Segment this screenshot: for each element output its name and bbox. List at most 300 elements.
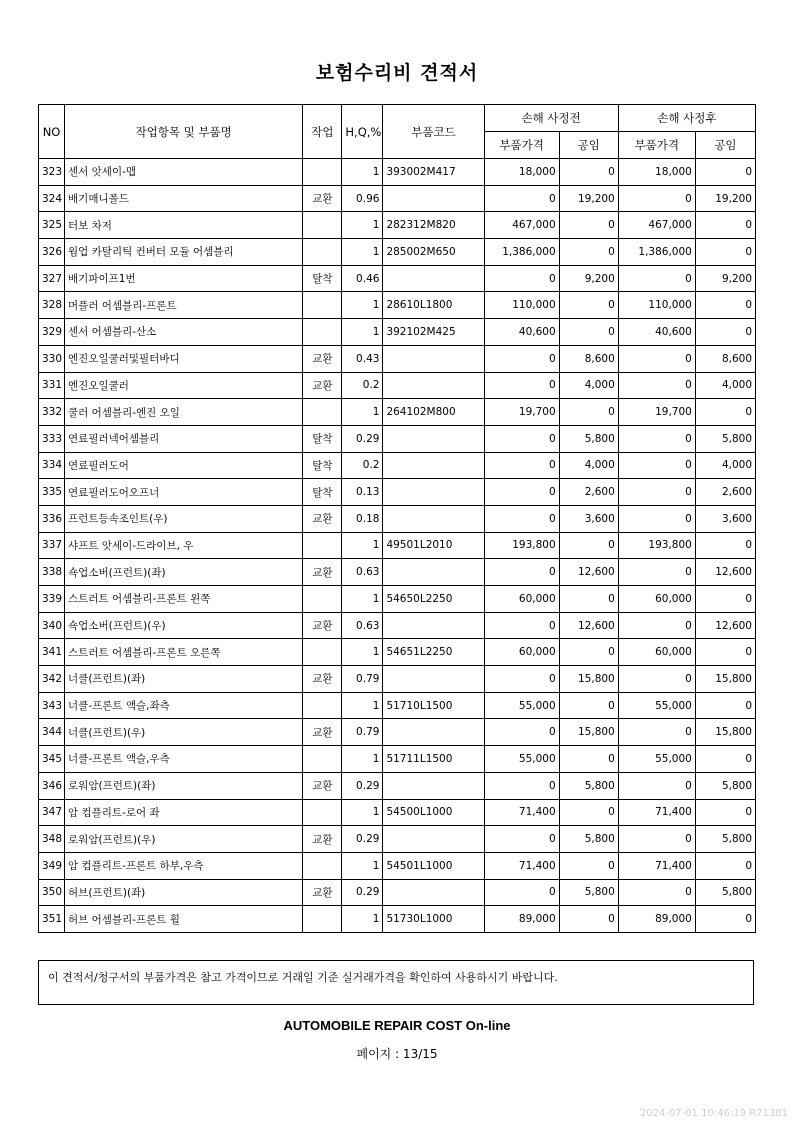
- cell-price-after: 0: [618, 559, 695, 586]
- page-number: 페이지 : 13/15: [356, 1047, 438, 1061]
- cell-hq: 0.29: [342, 772, 383, 799]
- cell-price-before: 467,000: [484, 212, 559, 239]
- cell-price-after: 0: [618, 265, 695, 292]
- cell-labor-before: 15,800: [559, 666, 618, 693]
- cell-hq: 0.13: [342, 479, 383, 506]
- cell-item-name: 암 컴플리트-로어 좌: [65, 799, 303, 826]
- cell-work: 교환: [303, 772, 342, 799]
- cell-no: 334: [39, 452, 65, 479]
- cell-labor-before: 5,800: [559, 772, 618, 799]
- cell-work: [303, 239, 342, 266]
- cell-work: 교환: [303, 505, 342, 532]
- cell-hq: 1: [342, 692, 383, 719]
- cell-no: 350: [39, 879, 65, 906]
- cell-hq: 0.29: [342, 879, 383, 906]
- cell-work: [303, 399, 342, 426]
- cell-hq: 0.63: [342, 612, 383, 639]
- cell-no: 331: [39, 372, 65, 399]
- cell-price-before: 0: [484, 452, 559, 479]
- cell-price-after: 71,400: [618, 852, 695, 879]
- cell-item-name: 너클(프런트)(좌): [65, 666, 303, 693]
- col-header-work: 작업: [303, 105, 342, 159]
- cell-work: 교환: [303, 185, 342, 212]
- cell-labor-before: 0: [559, 319, 618, 346]
- cell-labor-before: 0: [559, 746, 618, 773]
- print-timestamp: 2024-07-01 10:46:19 R71381: [639, 1108, 788, 1119]
- cell-work: [303, 532, 342, 559]
- cell-hq: 1: [342, 639, 383, 666]
- cell-work: [303, 799, 342, 826]
- cell-labor-after: 5,800: [695, 425, 755, 452]
- cell-labor-after: 0: [695, 639, 755, 666]
- cell-hq: 1: [342, 746, 383, 773]
- cell-hq: 0.18: [342, 505, 383, 532]
- cell-item-name: 샤프트 앗세이-드라이브, 우: [65, 532, 303, 559]
- cell-part-code: [383, 425, 484, 452]
- table-row: [39, 746, 756, 773]
- cell-work: 탈착: [303, 425, 342, 452]
- cell-labor-before: 0: [559, 159, 618, 186]
- cell-work: 교환: [303, 826, 342, 853]
- col-header-after-price: 부품가격: [618, 132, 695, 159]
- cell-price-before: 0: [484, 265, 559, 292]
- cell-no: 329: [39, 319, 65, 346]
- cell-part-code: [383, 772, 484, 799]
- cell-item-name: 웜업 카탈리틱 컨버터 모듈 어셈블리: [65, 239, 303, 266]
- cell-price-before: 0: [484, 879, 559, 906]
- cell-hq: 0.2: [342, 452, 383, 479]
- table-row: [39, 772, 756, 799]
- cell-price-before: 60,000: [484, 586, 559, 613]
- cell-price-before: 1,386,000: [484, 239, 559, 266]
- table-row: [39, 719, 756, 746]
- cell-work: 교환: [303, 372, 342, 399]
- cell-part-code: 285002M650: [383, 239, 484, 266]
- cell-no: 348: [39, 826, 65, 853]
- cell-no: 345: [39, 746, 65, 773]
- cell-price-after: 0: [618, 345, 695, 372]
- table-row: [39, 505, 756, 532]
- cell-item-name: 쿨러 어셈블리-엔진 오일: [65, 399, 303, 426]
- cell-price-before: 110,000: [484, 292, 559, 319]
- cell-price-before: 0: [484, 826, 559, 853]
- cell-part-code: 51710L1500: [383, 692, 484, 719]
- cell-work: 교환: [303, 879, 342, 906]
- cell-price-before: 0: [484, 505, 559, 532]
- cell-labor-before: 4,000: [559, 372, 618, 399]
- table-row: [39, 799, 756, 826]
- cell-part-code: [383, 666, 484, 693]
- cell-item-name: 스트러트 어셈블리-프론트 오른쪽: [65, 639, 303, 666]
- cell-price-after: 71,400: [618, 799, 695, 826]
- col-header-hq: H,Q,%: [342, 105, 383, 159]
- cell-labor-before: 0: [559, 532, 618, 559]
- col-header-no: NO: [39, 105, 65, 159]
- cell-work: [303, 692, 342, 719]
- cell-price-after: 0: [618, 425, 695, 452]
- cell-labor-after: 2,600: [695, 479, 755, 506]
- cell-price-before: 0: [484, 479, 559, 506]
- cell-labor-before: 9,200: [559, 265, 618, 292]
- cell-part-code: [383, 265, 484, 292]
- cell-work: 탈착: [303, 452, 342, 479]
- cell-labor-before: 0: [559, 906, 618, 933]
- cell-hq: 1: [342, 399, 383, 426]
- cell-part-code: [383, 612, 484, 639]
- cell-hq: 0.79: [342, 666, 383, 693]
- cell-no: 338: [39, 559, 65, 586]
- table-row: [39, 826, 756, 853]
- cell-price-after: 18,000: [618, 159, 695, 186]
- cell-part-code: 54500L1000: [383, 799, 484, 826]
- table-row: [39, 532, 756, 559]
- cell-labor-after: 15,800: [695, 666, 755, 693]
- cell-no: 330: [39, 345, 65, 372]
- cell-price-before: 55,000: [484, 692, 559, 719]
- col-header-before-price: 부품가격: [484, 132, 559, 159]
- table-row: [39, 612, 756, 639]
- cell-item-name: 엔진오일쿨러및필터바디: [65, 345, 303, 372]
- table-row: [39, 692, 756, 719]
- cell-labor-after: 0: [695, 319, 755, 346]
- table-header-row: [39, 105, 756, 132]
- cell-price-before: 89,000: [484, 906, 559, 933]
- cell-hq: 1: [342, 586, 383, 613]
- cell-labor-after: 0: [695, 906, 755, 933]
- cell-price-after: 0: [618, 185, 695, 212]
- cell-price-before: 0: [484, 345, 559, 372]
- footer-title: AUTOMOBILE REPAIR COST On-line: [283, 1018, 511, 1033]
- cell-labor-after: 12,600: [695, 559, 755, 586]
- cell-price-before: 193,800: [484, 532, 559, 559]
- cell-item-name: 허브(프런트)(좌): [65, 879, 303, 906]
- cell-labor-before: 12,600: [559, 559, 618, 586]
- cell-price-before: 55,000: [484, 746, 559, 773]
- cell-item-name: 스트러트 어셈블리-프론트 왼쪽: [65, 586, 303, 613]
- table-row: [39, 319, 756, 346]
- cell-price-before: 0: [484, 666, 559, 693]
- cell-part-code: 28610L1800: [383, 292, 484, 319]
- cell-price-after: 60,000: [618, 639, 695, 666]
- cell-labor-after: 0: [695, 212, 755, 239]
- cell-price-after: 19,700: [618, 399, 695, 426]
- cell-labor-after: 0: [695, 159, 755, 186]
- cell-work: 교환: [303, 666, 342, 693]
- cell-labor-before: 4,000: [559, 452, 618, 479]
- cell-price-after: 0: [618, 666, 695, 693]
- cell-item-name: 로워암(프런트)(우): [65, 826, 303, 853]
- cell-no: 349: [39, 852, 65, 879]
- cell-labor-before: 0: [559, 399, 618, 426]
- col-header-before: 손해 사정전: [484, 105, 618, 132]
- table-row: [39, 159, 756, 186]
- cell-hq: 0.29: [342, 826, 383, 853]
- cell-no: 335: [39, 479, 65, 506]
- cell-work: 교환: [303, 345, 342, 372]
- cell-no: 342: [39, 666, 65, 693]
- table-row: [39, 372, 756, 399]
- cell-part-code: 51711L1500: [383, 746, 484, 773]
- cell-price-after: 0: [618, 719, 695, 746]
- cell-hq: 1: [342, 212, 383, 239]
- cell-price-after: 55,000: [618, 692, 695, 719]
- cell-hq: 1: [342, 906, 383, 933]
- cell-labor-before: 0: [559, 639, 618, 666]
- cell-item-name: 쇽업소버(프런트)(우): [65, 612, 303, 639]
- cell-no: 340: [39, 612, 65, 639]
- cell-labor-after: 0: [695, 692, 755, 719]
- cell-item-name: 연료필러도어오프너: [65, 479, 303, 506]
- cell-item-name: 너클(프런트)(우): [65, 719, 303, 746]
- cell-price-before: 0: [484, 425, 559, 452]
- table-row: [39, 906, 756, 933]
- cell-part-code: 264102M800: [383, 399, 484, 426]
- cell-hq: 1: [342, 799, 383, 826]
- cell-part-code: [383, 505, 484, 532]
- table-row: [39, 292, 756, 319]
- cell-item-name: 너클-프론트 액슬,좌측: [65, 692, 303, 719]
- cell-item-name: 연료필러넥어셈블리: [65, 425, 303, 452]
- cell-labor-after: 5,800: [695, 879, 755, 906]
- cell-item-name: 머플러 어셈블리-프론트: [65, 292, 303, 319]
- cell-hq: 0.63: [342, 559, 383, 586]
- cell-no: 351: [39, 906, 65, 933]
- cell-price-before: 40,600: [484, 319, 559, 346]
- cell-part-code: [383, 372, 484, 399]
- cell-price-before: 18,000: [484, 159, 559, 186]
- cell-price-before: 0: [484, 559, 559, 586]
- cell-hq: 1: [342, 319, 383, 346]
- cell-price-before: 0: [484, 612, 559, 639]
- cell-work: 교환: [303, 719, 342, 746]
- estimate-table: [38, 104, 756, 933]
- cell-no: 347: [39, 799, 65, 826]
- cell-labor-before: 19,200: [559, 185, 618, 212]
- cell-labor-after: 0: [695, 239, 755, 266]
- cell-labor-before: 0: [559, 799, 618, 826]
- cell-price-after: 0: [618, 452, 695, 479]
- cell-item-name: 센서 앗세이-맵: [65, 159, 303, 186]
- cell-price-after: 89,000: [618, 906, 695, 933]
- cell-part-code: 51730L1000: [383, 906, 484, 933]
- table-body: [39, 159, 756, 933]
- cell-labor-after: 0: [695, 399, 755, 426]
- cell-no: 332: [39, 399, 65, 426]
- cell-part-code: [383, 826, 484, 853]
- cell-no: 346: [39, 772, 65, 799]
- cell-hq: 0.2: [342, 372, 383, 399]
- table-row: [39, 639, 756, 666]
- cell-item-name: 쇽업소버(프런트)(좌): [65, 559, 303, 586]
- cell-no: 333: [39, 425, 65, 452]
- cell-labor-before: 5,800: [559, 879, 618, 906]
- cell-work: 교환: [303, 559, 342, 586]
- cell-price-before: 0: [484, 719, 559, 746]
- cell-work: [303, 212, 342, 239]
- cell-part-code: [383, 479, 484, 506]
- cell-labor-after: 4,000: [695, 372, 755, 399]
- cell-work: [303, 319, 342, 346]
- cell-hq: 1: [342, 532, 383, 559]
- cell-price-after: 0: [618, 612, 695, 639]
- cell-price-before: 71,400: [484, 799, 559, 826]
- cell-item-name: 로워암(프런트)(좌): [65, 772, 303, 799]
- cell-labor-before: 8,600: [559, 345, 618, 372]
- table-row: [39, 265, 756, 292]
- cell-labor-before: 12,600: [559, 612, 618, 639]
- cell-price-before: 0: [484, 372, 559, 399]
- cell-no: 336: [39, 505, 65, 532]
- table-row: [39, 425, 756, 452]
- cell-item-name: 연료필러도어: [65, 452, 303, 479]
- cell-item-name: 배기파이프1번: [65, 265, 303, 292]
- cell-labor-after: 19,200: [695, 185, 755, 212]
- cell-price-before: 19,700: [484, 399, 559, 426]
- cell-hq: 1: [342, 239, 383, 266]
- table-row: [39, 666, 756, 693]
- cell-item-name: 허브 어셈블리-프론트 휠: [65, 906, 303, 933]
- cell-price-before: 60,000: [484, 639, 559, 666]
- cell-no: 327: [39, 265, 65, 292]
- cell-part-code: 54651L2250: [383, 639, 484, 666]
- col-header-item: 작업항목 및 부품명: [65, 105, 303, 159]
- table-row: [39, 479, 756, 506]
- cell-price-after: 467,000: [618, 212, 695, 239]
- cell-item-name: 프런트등속조인트(우): [65, 505, 303, 532]
- cell-item-name: 터보 차저: [65, 212, 303, 239]
- cell-price-before: 71,400: [484, 852, 559, 879]
- table-row: [39, 399, 756, 426]
- cell-part-code: 393002M417: [383, 159, 484, 186]
- cell-work: 탈착: [303, 479, 342, 506]
- col-header-after-labor: 공임: [695, 132, 755, 159]
- cell-price-after: 60,000: [618, 586, 695, 613]
- cell-part-code: 282312M820: [383, 212, 484, 239]
- table-row: [39, 212, 756, 239]
- cell-labor-before: 0: [559, 692, 618, 719]
- cell-no: 341: [39, 639, 65, 666]
- cell-labor-after: 3,600: [695, 505, 755, 532]
- cell-labor-after: 12,600: [695, 612, 755, 639]
- cell-no: 339: [39, 586, 65, 613]
- table-row: [39, 345, 756, 372]
- cell-item-name: 센서 어셈블리-산소: [65, 319, 303, 346]
- cell-part-code: [383, 452, 484, 479]
- table-row: [39, 559, 756, 586]
- cell-no: 325: [39, 212, 65, 239]
- cell-hq: 1: [342, 852, 383, 879]
- cell-part-code: 54650L2250: [383, 586, 484, 613]
- table-row: [39, 879, 756, 906]
- cell-hq: 0.29: [342, 425, 383, 452]
- cell-no: 328: [39, 292, 65, 319]
- cell-price-after: 0: [618, 826, 695, 853]
- document-title: 보험수리비 견적서: [315, 62, 479, 84]
- col-header-after: 손해 사정후: [618, 105, 755, 132]
- cell-work: [303, 852, 342, 879]
- cell-no: 323: [39, 159, 65, 186]
- cell-labor-after: 0: [695, 852, 755, 879]
- cell-hq: 0.79: [342, 719, 383, 746]
- table-row: [39, 852, 756, 879]
- cell-hq: 1: [342, 159, 383, 186]
- cell-part-code: [383, 879, 484, 906]
- cell-work: [303, 292, 342, 319]
- cell-work: 교환: [303, 612, 342, 639]
- cell-labor-before: 0: [559, 292, 618, 319]
- cell-part-code: 54501L1000: [383, 852, 484, 879]
- cell-price-after: 40,600: [618, 319, 695, 346]
- cell-price-after: 55,000: [618, 746, 695, 773]
- cell-labor-before: 5,800: [559, 425, 618, 452]
- cell-price-after: 0: [618, 879, 695, 906]
- table-row: [39, 239, 756, 266]
- cell-item-name: 암 컴플리트-프론트 하부,우측: [65, 852, 303, 879]
- cell-labor-after: 5,800: [695, 826, 755, 853]
- cell-labor-after: 0: [695, 746, 755, 773]
- cell-labor-before: 0: [559, 586, 618, 613]
- cell-item-name: 엔진오일쿨러: [65, 372, 303, 399]
- cell-labor-after: 0: [695, 532, 755, 559]
- cell-part-code: 392102M425: [383, 319, 484, 346]
- table-row: [39, 185, 756, 212]
- cell-part-code: [383, 559, 484, 586]
- cell-no: 324: [39, 185, 65, 212]
- cell-work: 탈착: [303, 265, 342, 292]
- cell-no: 343: [39, 692, 65, 719]
- cell-labor-after: 0: [695, 292, 755, 319]
- cell-no: 344: [39, 719, 65, 746]
- cell-hq: 0.46: [342, 265, 383, 292]
- cell-labor-after: 15,800: [695, 719, 755, 746]
- cell-hq: 1: [342, 292, 383, 319]
- notice-box: 이 견적서/청구서의 부품가격은 참고 가격이므로 거래일 기준 실거래가격을 확인하여 사용하시기 바랍니다.: [38, 960, 754, 1005]
- cell-price-after: 0: [618, 772, 695, 799]
- cell-labor-before: 0: [559, 852, 618, 879]
- cell-work: [303, 159, 342, 186]
- cell-labor-before: 0: [559, 239, 618, 266]
- cell-labor-after: 5,800: [695, 772, 755, 799]
- cell-part-code: [383, 185, 484, 212]
- cell-price-after: 0: [618, 505, 695, 532]
- cell-work: [303, 639, 342, 666]
- cell-no: 337: [39, 532, 65, 559]
- table-row: [39, 586, 756, 613]
- cell-labor-after: 4,000: [695, 452, 755, 479]
- cell-price-before: 0: [484, 185, 559, 212]
- cell-no: 326: [39, 239, 65, 266]
- cell-hq: 0.43: [342, 345, 383, 372]
- cell-price-after: 193,800: [618, 532, 695, 559]
- cell-item-name: 너클-프론트 액슬,우측: [65, 746, 303, 773]
- cell-price-before: 0: [484, 772, 559, 799]
- cell-part-code: 49501L2010: [383, 532, 484, 559]
- cell-labor-after: 8,600: [695, 345, 755, 372]
- table-row: [39, 452, 756, 479]
- cell-labor-before: 5,800: [559, 826, 618, 853]
- cell-price-after: 1,386,000: [618, 239, 695, 266]
- cell-labor-after: 0: [695, 799, 755, 826]
- cell-labor-before: 2,600: [559, 479, 618, 506]
- col-header-code: 부품코드: [383, 105, 484, 159]
- cell-part-code: [383, 345, 484, 372]
- cell-item-name: 배기매니폴드: [65, 185, 303, 212]
- cell-labor-before: 15,800: [559, 719, 618, 746]
- cell-work: [303, 586, 342, 613]
- cell-labor-before: 0: [559, 212, 618, 239]
- cell-labor-after: 9,200: [695, 265, 755, 292]
- cell-work: [303, 746, 342, 773]
